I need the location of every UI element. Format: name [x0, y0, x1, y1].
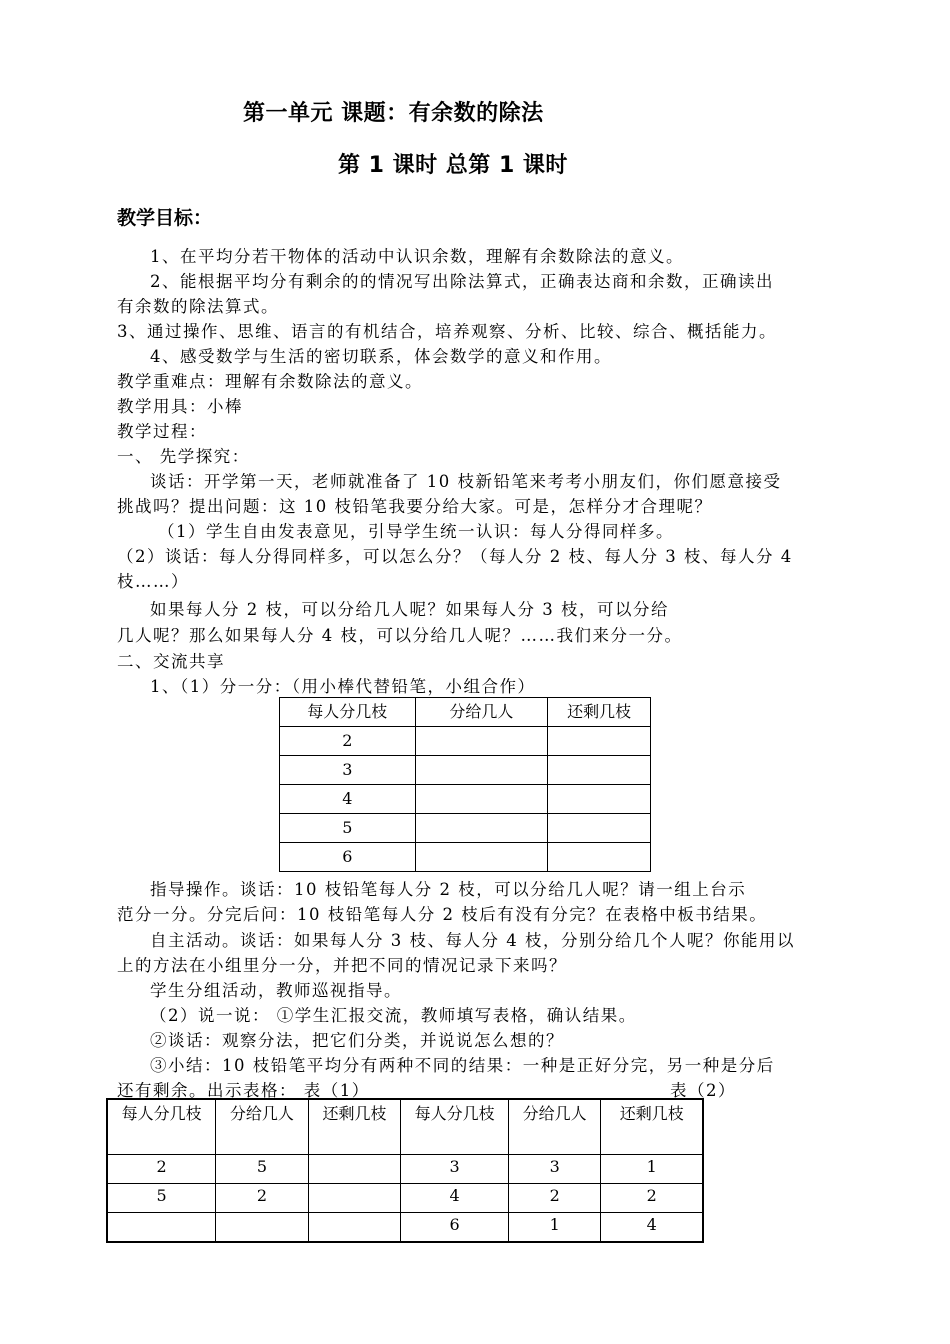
table-cell: 6 — [401, 1213, 509, 1243]
section2-line: 上的方法在小组里分一分，并把不同的情况记录下来吗？ — [117, 956, 567, 975]
table-cell: 2 — [280, 727, 416, 756]
section1-line: 如果每人分 2 枝，可以分给几人呢？如果每人分 3 枝，可以分给 — [150, 600, 669, 619]
table-header-cell — [216, 1099, 309, 1155]
table-cell — [548, 814, 651, 843]
section2-line: （2）说一说： ①学生汇报交流，教师填写表格，确认结果。 — [150, 1006, 637, 1025]
process: 教学过程： — [117, 422, 207, 441]
table-cell: 5 — [216, 1155, 309, 1184]
section2-sub1: 1、（1）分一分：（用小棒代替铅笔，小组合作） — [150, 677, 536, 696]
table-header-cell: 分给几人 — [415, 698, 548, 727]
section1-line: 挑战吗？提出问题：这 10 枝铅笔我要分给大家。可是，怎样分才合理呢？ — [117, 497, 713, 516]
table-row — [280, 785, 651, 814]
table-header-cell: 还剩几枝 — [548, 698, 651, 727]
table-cell — [107, 1213, 216, 1243]
table-cell: 4 — [280, 785, 416, 814]
key-points: 教学重难点：理解有余数除法的意义。 — [117, 372, 423, 391]
goal-line: 2、能根据平均分有剩余的的情况写出除法算式，正确表达商和余数，正确读出 — [150, 272, 774, 291]
table-header-cell — [508, 1099, 601, 1155]
table-cell: 4 — [601, 1213, 703, 1243]
table-header-cell — [308, 1099, 401, 1155]
goal-line: 3、通过操作、思维、语言的有机结合，培养观察、分析、比较、综合、概括能力。 — [117, 322, 777, 341]
table-cell — [415, 814, 548, 843]
section1-line: （2）谈话：每人分得同样多，可以怎么分？（每人分 2 枝、每人分 3 枝、每人分 4 — [117, 547, 793, 566]
table-cell — [308, 1184, 401, 1213]
table-cell — [216, 1213, 309, 1243]
table-cell — [415, 727, 548, 756]
goal-line: 4、感受数学与生活的密切联系，体会数学的意义和作用。 — [150, 347, 612, 366]
section2-line: 范分一分。分完后问：10 枝铅笔每人分 2 枝后有没有分完？在表格中板书结果。 — [117, 905, 768, 924]
table-row — [280, 814, 651, 843]
section1-line: 几人呢？那么如果每人分 4 枝，可以分给几人呢？……我们来分一分。 — [117, 626, 683, 645]
header-text: 还剩几枝 — [619, 1104, 684, 1123]
section2-line: 指导操作。谈话：10 枝铅笔每人分 2 枝，可以分给几人呢？请一组上台示 — [150, 880, 747, 899]
table-header-cell — [401, 1099, 509, 1155]
table-2 — [106, 1098, 704, 1243]
table-cell: 1 — [508, 1213, 601, 1243]
header-text: 分给几人 — [229, 1104, 294, 1123]
table-cell — [548, 843, 651, 872]
table-cell: 2 — [107, 1155, 216, 1184]
table-header-cell: 每人分几枝 — [280, 698, 416, 727]
table-cell: 2 — [508, 1184, 601, 1213]
table-cell: 2 — [216, 1184, 309, 1213]
section1-line: 谈话：开学第一天，老师就准备了 10 枝新铅笔来考考小朋友们，你们愿意接受 — [150, 472, 782, 491]
table-cell: 1 — [601, 1155, 703, 1184]
section2-line: 学生分组活动，教师巡视指导。 — [150, 981, 402, 1000]
goal-line: 有余数的除法算式。 — [117, 297, 279, 316]
header-text: 每人分几枝 — [414, 1104, 495, 1123]
table-cell: 5 — [280, 814, 416, 843]
header-text: 还剩几枝 — [322, 1104, 387, 1123]
table-row — [280, 727, 651, 756]
page-title: 第一单元 课题：有余数的除法 — [243, 101, 544, 126]
table-row — [107, 1155, 703, 1184]
table-cell — [308, 1155, 401, 1184]
table-cell — [415, 785, 548, 814]
section2-line: ③小结：10 枝铅笔平均分有两种不同的结果：一种是正好分完，另一种是分后 — [150, 1056, 775, 1075]
table-row — [280, 756, 651, 785]
section2-heading: 二、交流共享 — [117, 652, 225, 671]
table-cell: 6 — [280, 843, 416, 872]
goal-line: 1、在平均分若干物体的活动中认识余数，理解有余数除法的意义。 — [150, 247, 684, 266]
table-header-row — [107, 1099, 703, 1155]
section1-line: （1）学生自由发表意见，引导学生统一认识：每人分得同样多。 — [158, 522, 674, 541]
table-cell: 3 — [401, 1155, 509, 1184]
header-text: 每人分几枝 — [121, 1104, 202, 1123]
table-header-cell — [601, 1099, 703, 1155]
goals-heading: 教学目标： — [117, 207, 213, 229]
section1-heading: 一、 先学探究： — [117, 447, 250, 466]
table-header-cell — [107, 1099, 216, 1155]
table-cell — [415, 843, 548, 872]
table-cell: 4 — [401, 1184, 509, 1213]
table-row — [280, 843, 651, 872]
table-cell — [308, 1213, 401, 1243]
table-header-row — [280, 698, 651, 727]
section1-line: 枝……） — [117, 572, 189, 591]
table-cell — [548, 785, 651, 814]
table-row — [107, 1184, 703, 1213]
table-1 — [279, 697, 651, 872]
section2-line: 自主活动。谈话：如果每人分 3 枝、每人分 4 枝，分别分给几个人呢？你能用以 — [150, 931, 795, 950]
tools: 教学用具：小棒 — [117, 397, 243, 416]
table-row — [107, 1213, 703, 1243]
table-cell — [548, 756, 651, 785]
table-cell — [415, 756, 548, 785]
section2-line: 还有剩余。出示表格： 表（1） — [117, 1081, 370, 1100]
table-cell: 3 — [508, 1155, 601, 1184]
table-cell — [548, 727, 651, 756]
table-2-label: 表（2） — [670, 1081, 736, 1100]
table-cell: 3 — [280, 756, 416, 785]
section2-line: ②谈话：观察分法，把它们分类，并说说怎么想的？ — [150, 1031, 564, 1050]
table-cell: 5 — [107, 1184, 216, 1213]
header-text: 分给几人 — [522, 1104, 587, 1123]
table-cell: 2 — [601, 1184, 703, 1213]
page-subtitle: 第 1 课时 总第 1 课时 — [338, 153, 568, 178]
